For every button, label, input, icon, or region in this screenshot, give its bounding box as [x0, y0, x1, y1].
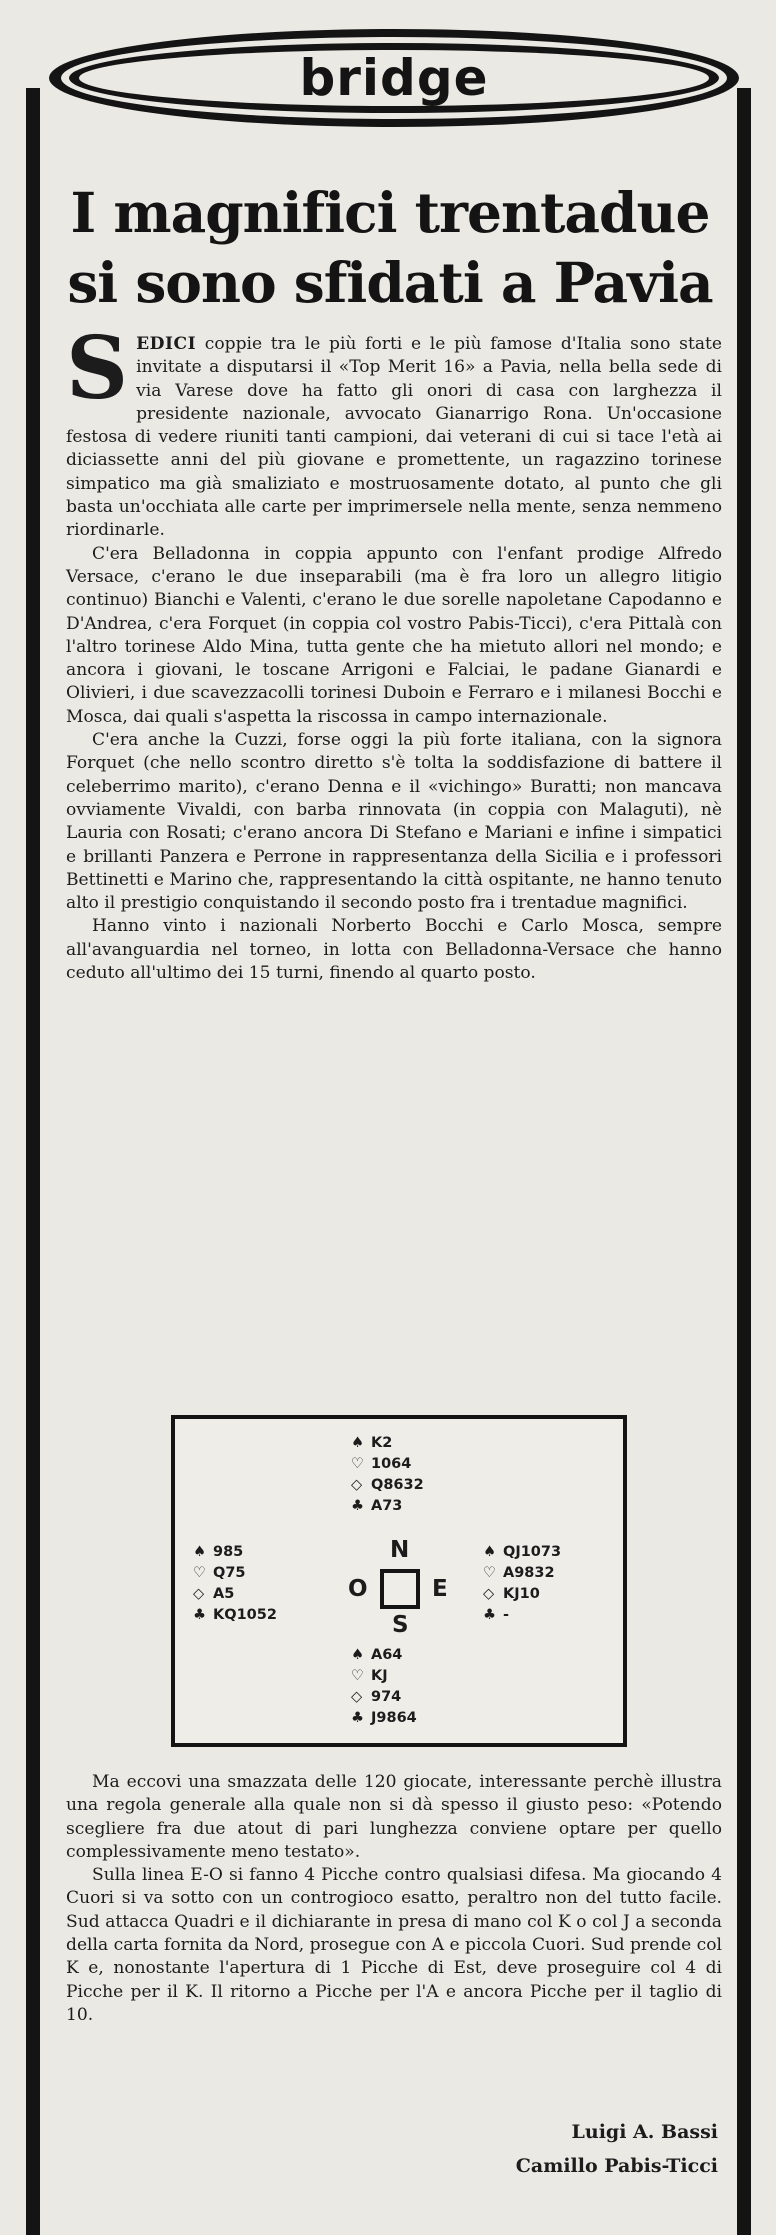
drop-cap: S	[66, 318, 129, 419]
signature-2: Camillo Pabis-Ticci	[515, 2155, 718, 2177]
east-diamonds: ◇ KJ10	[483, 1586, 540, 1602]
paragraph-1-text: coppie tra le più forti e le più famose d'Italia sono state invitate a disputarsi il «Top Merit 16» a Pavia, nella bella sede di via Varese dove ha fatto gli onori di casa con larghezza il presidente nazionale, avvocato Gianarrigo Rona. Un'occasione festosa di vedere riuniti tanti campioni, dai veterani di cui si tace l'età ai diciassette anni del più giovane e promettente, un ragazzino torinese simpatico ma già smaliziato e mostruosamente dotato, al punto che gli basta un'occhiata alle carte per imprimersele nella mente, senza nemmeno riordinarle.	[66, 334, 722, 541]
signatures	[516, 2115, 718, 2183]
left-column-rule	[26, 88, 40, 2235]
north-diamonds: ◇ Q8632	[351, 1477, 424, 1493]
west-hand	[193, 1542, 277, 1626]
north-clubs: ♣ A73	[351, 1498, 403, 1514]
section-banner	[44, 24, 744, 132]
south-diamonds: ◇ 974	[351, 1689, 402, 1705]
section-title: bridge	[299, 49, 489, 107]
south-clubs: ♣ J9864	[351, 1710, 417, 1726]
headline-line-1: I magnifici trentadue	[70, 180, 710, 245]
right-column-rule	[737, 88, 751, 2235]
direction-west: O	[348, 1576, 368, 1602]
direction-south: S	[392, 1612, 409, 1638]
paragraph-4: Hanno vinto i nazionali Norberto Bocchi e Carlo Mosca, sempre all'avanguardia nel torneo, in lotta con Belladonna-Versace che hanno ceduto all'ultimo dei 15 turni, finendo al quarto posto.	[66, 916, 722, 984]
north-spades: ♠ K2	[351, 1435, 393, 1451]
paragraph-1	[66, 318, 722, 543]
south-hand	[351, 1645, 417, 1729]
bridge-hand-diagram	[171, 1415, 627, 1747]
lead-word: EDICI	[136, 334, 197, 354]
paragraph-3: C'era anche la Cuzzi, forse oggi la più forte italiana, con la signora Forquet (che nello scontro diretto s'è tolta la soddisfazione di battere il celeberrimo marito), c'erano Denna e il «vichingo» Buratti; non mancava ovviamente Vivaldi, con barba rinnovata (in coppia con Malaguti), nè Lauria con Rosati; c'erano ancora Di Stefano e Mariani e infine i simpatici e brillanti Panzera e Perrone in rappresentanza della Sicilia e i professori Bettinetti e Marino che, rappresentando la città ospitante, ne hanno tenuto alto il prestigio conquistando il secondo posto fra i trentadue magnifici.	[66, 730, 722, 914]
paragraph-5: Ma eccovi una smazzata delle 120 giocate, interessante perchè illustra una regola generale alla quale non si dà spesso il giusto peso: «Potendo scegliere fra due atout di pari lunghezza conviene optare per quello complessivamente meno testato».	[66, 1772, 722, 1862]
west-hearts: ♡ Q75	[193, 1565, 246, 1581]
paragraph-2: C'era Belladonna in coppia appunto con l'enfant prodige Alfredo Versace, c'erano le due inseparabili (ma è fra loro un allegro litigio continuo) Bianchi e Valenti, c'erano le due sorelle napoletane Capodanno e D'Andrea, c'era Forquet (in coppia col vostro Pabis-Ticci), c'era Pittalà con l'altro torinese Aldo Mina, tutta gente che ha mietuto allori nel mondo; e ancora i giovani, le toscane Arrigoni e Falciai, le padane Gianardi e Olivieri, i due scavezzacolli torinesi Duboin e Ferraro e i milanesi Bocchi e Mosca, dai quali s'aspetta la riscossa in campo internazionale.	[66, 543, 722, 727]
south-spades: ♠ A64	[351, 1647, 403, 1663]
signature-1: Luigi A. Bassi	[571, 2121, 718, 2143]
east-spades: ♠ QJ1073	[483, 1544, 562, 1560]
east-hearts: ♡ A9832	[483, 1565, 555, 1581]
compass-square	[380, 1569, 420, 1609]
west-diamonds: ◇ A5	[193, 1586, 235, 1602]
direction-north: N	[390, 1537, 410, 1563]
direction-east: E	[432, 1576, 448, 1602]
west-clubs: ♣ KQ1052	[193, 1607, 277, 1623]
east-hand	[483, 1542, 561, 1626]
paragraph-6: Sulla linea E-O si fanno 4 Picche contro qualsiasi difesa. Ma giocando 4 Cuori si va sotto con un controgioco esatto, peraltro non del tutto facile. Sud attacca Quadri e il dichiarante in presa di mano col K o col J a seconda della carta fornita da Nord, prosegue con A e piccola Cuori. Sud prende col K e, nonostante l'apertura di 1 Picche di Est, deve proseguire col 4 di Picche per il K. Il ritorno a Picche per l'A e ancora Picche per il taglio di 10.	[66, 1865, 723, 2025]
headline-line-2: si sono sfidati a Pavia	[67, 250, 713, 315]
headline	[58, 178, 722, 318]
east-clubs: ♣ -	[483, 1607, 510, 1623]
south-hearts: ♡ KJ	[351, 1668, 388, 1684]
north-hearts: ♡ 1064	[351, 1456, 412, 1472]
article-body-continued	[66, 1771, 722, 2027]
article-body	[66, 318, 722, 985]
west-spades: ♠ 985	[193, 1544, 244, 1560]
north-hand	[351, 1433, 424, 1517]
